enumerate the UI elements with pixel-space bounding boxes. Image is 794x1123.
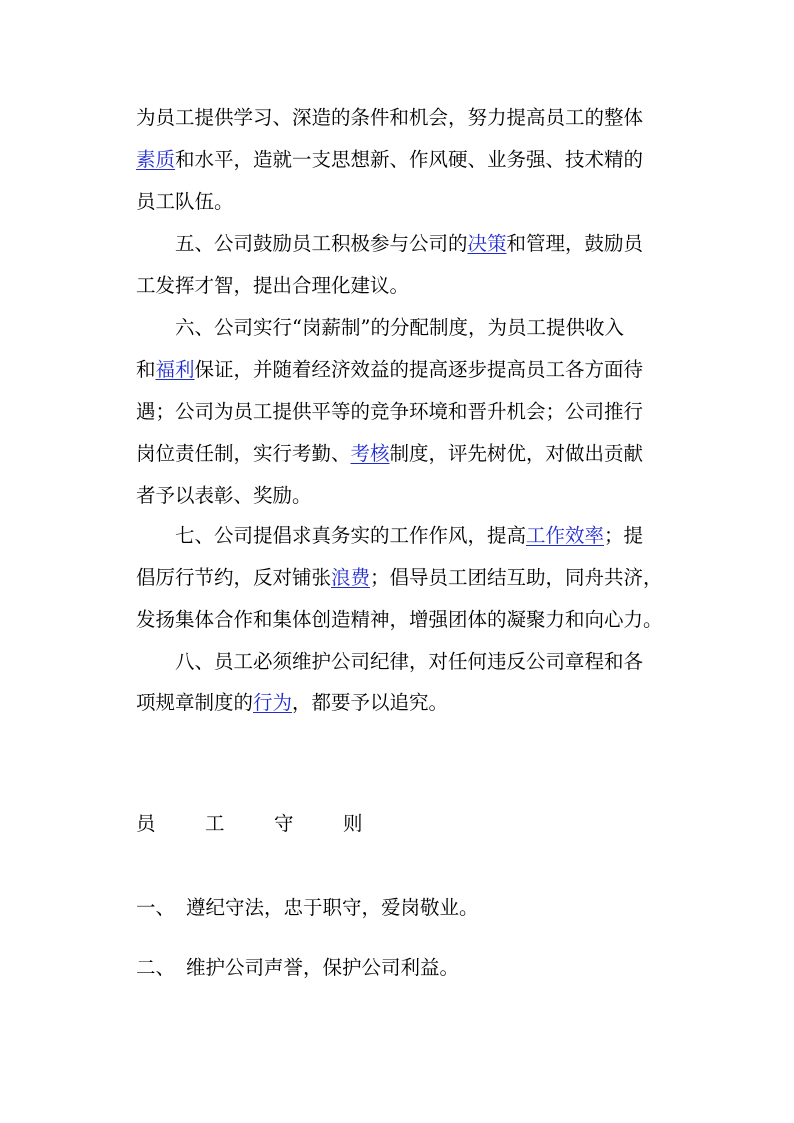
title-char-3: 守 — [274, 812, 294, 835]
text: 岗位责任制，实行考勤、 — [136, 442, 351, 465]
title-char-2: 工 — [205, 812, 225, 835]
paragraph-7-line-1 — [175, 524, 705, 548]
list-item-number: 二、 — [136, 956, 176, 979]
text: 为员工提供学习、深造的条件和机会，努力提高员工的整体 — [136, 106, 644, 129]
paragraph-6-line-2 — [136, 358, 666, 382]
text: ；提 — [604, 524, 644, 547]
text: 七、公司提倡求真务实的工作作风，提高 — [175, 524, 527, 547]
paragraph-7-line-3 — [136, 608, 666, 632]
list-item-text: 遵纪守法，忠于职守，爱岗敬业。 — [186, 896, 479, 919]
link-kaohe[interactable]: 考核 — [350, 442, 390, 465]
paragraph-8-line-1 — [175, 650, 705, 674]
text: 发扬集体合作和集体创造精神，增强团体的凝聚力和向心力。 — [136, 608, 663, 631]
link-fuli[interactable]: 福利 — [155, 358, 195, 381]
paragraph-7-line-2 — [136, 566, 666, 590]
link-langfei[interactable]: 浪费 — [331, 566, 371, 589]
text: 制度，评先树优，对做出贡献 — [389, 442, 644, 465]
text: 者予以表彰、奖励。 — [136, 484, 312, 507]
text: 项规章制度的 — [136, 691, 254, 714]
title-char-1: 员 — [136, 812, 156, 835]
text: 六、公司实行“岗薪制”的分配制度，为员工提供收入 — [175, 316, 624, 339]
paragraph-6-line-1 — [175, 316, 705, 340]
paragraph-5-line-2 — [136, 274, 666, 298]
paragraph-5-line-1 — [175, 232, 705, 256]
paragraph-6-line-4 — [136, 442, 666, 466]
paragraph-4-line-3 — [136, 190, 666, 214]
paragraph-8-line-2 — [136, 691, 666, 715]
title-char-4: 则 — [343, 812, 363, 835]
text: 保证，并随着经济效益的提高逐步提高员工各方面待 — [194, 358, 644, 381]
text: 八、员工必须维护公司纪律，对任何违反公司章程和各 — [175, 650, 644, 673]
paragraph-4-line-2 — [136, 148, 666, 172]
link-gongzuo-xiaolv[interactable]: 工作效率 — [526, 524, 605, 547]
list-item-number: 一、 — [136, 896, 176, 919]
text: 遇；公司为员工提供平等的竞争环境和晋升机会；公司推行 — [136, 400, 644, 423]
text: 和 — [136, 358, 156, 381]
text: 工发挥才智，提出合理化建议。 — [136, 274, 410, 297]
text: 和管理，鼓励员 — [506, 232, 644, 255]
paragraph-6-line-5 — [136, 484, 666, 508]
text: ，都要予以追究。 — [292, 691, 449, 714]
text: ；倡导员工团结互助，同舟共济， — [370, 566, 663, 589]
paragraph-4-line-1 — [136, 106, 666, 130]
text: 倡厉行节约，反对铺张 — [136, 566, 332, 589]
paragraph-6-line-3 — [136, 400, 666, 424]
text: 五、公司鼓励员工积极参与公司的 — [175, 232, 468, 255]
text: 员工队伍。 — [136, 190, 234, 213]
text: 和水平，造就一支思想新、作风硬、业务强、技术精的 — [175, 148, 644, 171]
list-item-text: 维护公司声誉，保护公司利益。 — [186, 956, 460, 979]
link-juece[interactable]: 决策 — [467, 232, 507, 255]
link-suzhi[interactable]: 素质 — [136, 148, 176, 171]
link-xingwei[interactable]: 行为 — [253, 691, 293, 714]
